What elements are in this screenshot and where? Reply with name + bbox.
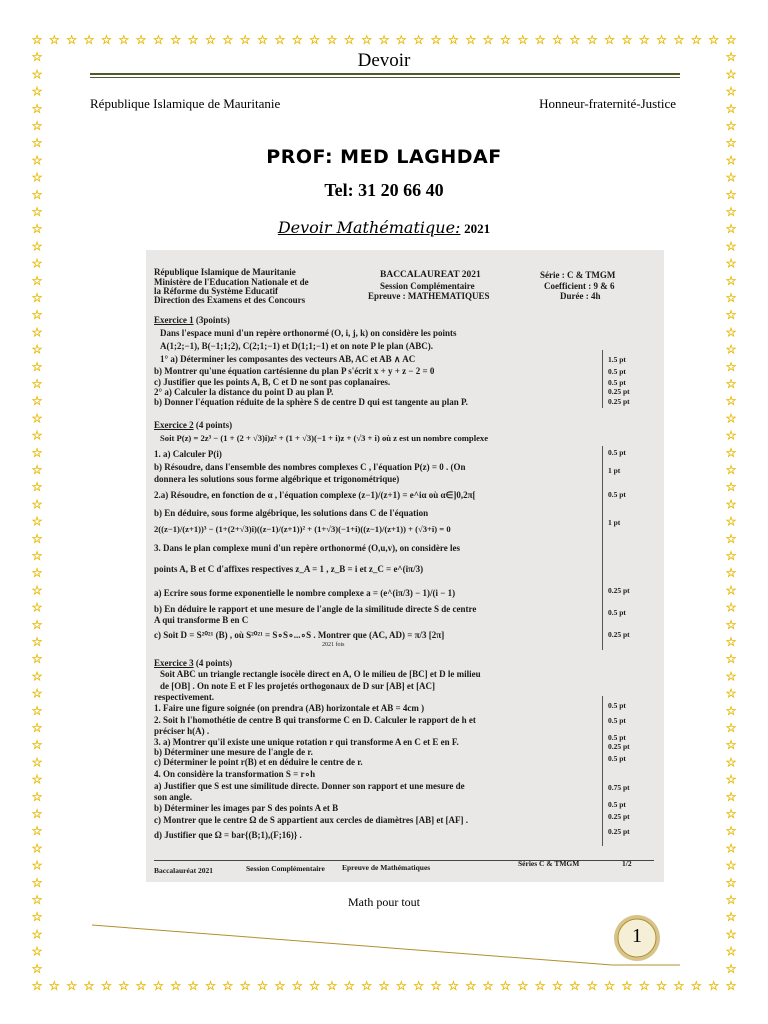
border-star-icon: ★ xyxy=(361,33,372,47)
scan-exam-name: BACCALAUREAT 2021 xyxy=(380,270,481,280)
border-star-icon: ★ xyxy=(726,652,736,666)
point-value: 0.25 pt xyxy=(608,397,630,406)
border-star-icon: ★ xyxy=(726,583,736,597)
border-star-icon: ★ xyxy=(726,257,736,271)
border-star-icon: ★ xyxy=(32,704,42,718)
border-star-icon: ★ xyxy=(327,33,337,47)
border-star-icon: ★ xyxy=(726,33,736,47)
subject-title: Devoir Mathématique: xyxy=(277,218,461,237)
border-star-icon: ★ xyxy=(726,532,736,546)
point-value: 0.5 pt xyxy=(608,378,626,387)
border-star-icon: ★ xyxy=(32,910,42,924)
border-star-icon: ★ xyxy=(32,687,42,701)
border-star-icon: ★ xyxy=(32,652,42,666)
border-star-icon: ★ xyxy=(674,33,684,47)
ex3-line: b) Déterminer une mesure de l'angle de r. xyxy=(154,747,313,757)
border-star-icon: ★ xyxy=(32,222,42,236)
border-star-icon: ★ xyxy=(726,927,736,941)
border-star-icon: ★ xyxy=(32,50,42,64)
border-star-icon: ★ xyxy=(309,979,320,993)
border-star-icon: ★ xyxy=(32,618,42,632)
ex3-line: son angle. xyxy=(154,792,193,802)
border-star-icon: ★ xyxy=(292,33,303,47)
border-star-icon: ★ xyxy=(32,962,42,976)
border-star-icon: ★ xyxy=(656,979,667,993)
border-star-icon: ★ xyxy=(118,979,129,993)
ex2-line: donnera les solutions sous forme algébrique et trigonométrique) xyxy=(154,474,400,484)
ex1-line: b) Montrer qu'une équation cartésienne du plan P s'écrit x + y + z − 2 = 0 xyxy=(154,366,435,376)
subject-year: 2021 xyxy=(464,221,491,236)
border-star-icon: ★ xyxy=(344,33,355,47)
border-star-icon: ★ xyxy=(726,979,736,993)
point-value: 0.5 pt xyxy=(608,367,626,376)
border-star-icon: ★ xyxy=(726,239,736,253)
ex3-title: Exercice 3 xyxy=(154,658,194,668)
border-star-icon: ★ xyxy=(535,33,546,47)
ex1-line: b) Donner l'équation réduite de la sphère S de centre D qui est tangente au plan P. xyxy=(154,397,468,407)
border-star-icon: ★ xyxy=(32,773,42,787)
border-star-icon: ★ xyxy=(32,205,42,219)
border-star-icon: ★ xyxy=(32,411,42,425)
point-value: 0.5 pt xyxy=(608,701,626,710)
scan-footer-series: Séries C & TMGM xyxy=(518,859,580,868)
point-value: 1.5 pt xyxy=(608,355,626,364)
border-star-icon: ★ xyxy=(448,33,459,47)
margin-rule xyxy=(602,446,603,650)
border-star-icon: ★ xyxy=(32,979,42,993)
border-star-icon: ★ xyxy=(726,411,736,425)
border-star-icon: ★ xyxy=(136,979,147,993)
border-star-icon: ★ xyxy=(32,721,42,735)
border-star-icon: ★ xyxy=(136,33,147,47)
ex3-line: 1. Faire une figure soignée (on prendra (AB) horizontale et AB = 4cm ) xyxy=(154,703,425,713)
border-star-icon: ★ xyxy=(726,67,736,81)
ex2-line: c) Soit D = S²⁰²¹ (B) , où S²⁰²¹ = S∘S∘...∘S . Montrer que (AC, AD) = π/3 [2π] xyxy=(154,630,445,640)
border-star-icon: ★ xyxy=(431,979,441,993)
border-star-icon: ★ xyxy=(726,325,736,339)
border-star-icon: ★ xyxy=(726,429,736,443)
border-star-icon: ★ xyxy=(32,136,42,150)
border-star-icon: ★ xyxy=(726,308,736,322)
border-star-icon: ★ xyxy=(726,274,736,288)
border-star-icon: ★ xyxy=(292,979,303,993)
border-star-icon: ★ xyxy=(32,738,42,752)
ex2-line: 1. a) Calculer P(i) xyxy=(154,449,222,459)
ex1-line: Dans l'espace muni d'un repère orthonormé (O, i, j, k) on considère les points xyxy=(160,328,457,338)
border-star-icon: ★ xyxy=(517,979,528,993)
border-star-icon: ★ xyxy=(32,85,42,99)
ex3-line: Soit ABC un triangle rectangle isocèle direct en A, O le milieu de [BC] et D le milieu xyxy=(160,669,481,679)
ex1-heading xyxy=(154,315,230,325)
border-star-icon: ★ xyxy=(726,669,736,683)
ex3-line: respectivement. xyxy=(154,692,215,702)
border-star-icon: ★ xyxy=(101,33,112,47)
scan-coefficient: Coefficient : 9 & 6 xyxy=(544,281,615,291)
border-star-icon: ★ xyxy=(500,979,511,993)
border-star-icon: ★ xyxy=(240,979,251,993)
border-star-icon: ★ xyxy=(309,33,320,47)
border-star-icon: ★ xyxy=(726,945,736,959)
border-star-icon: ★ xyxy=(621,979,632,993)
border-star-icon: ★ xyxy=(726,394,736,408)
ex2-heading xyxy=(154,420,232,430)
border-star-icon: ★ xyxy=(32,945,42,959)
border-star-icon: ★ xyxy=(726,463,736,477)
scanned-exam-sheet xyxy=(146,250,664,882)
ex3-line: 2. Soit h l'homothétie de centre B qui transforme C en D. Calculer le rapport de h et xyxy=(154,715,476,725)
scan-footer-exam: Baccalauréat 2021 xyxy=(154,866,213,875)
border-star-icon: ★ xyxy=(726,515,736,529)
border-star-icon: ★ xyxy=(32,497,42,511)
border-star-icon: ★ xyxy=(32,325,42,339)
ex3-line: préciser h(A) . xyxy=(154,726,210,736)
ex3-line: c) Montrer que le centre Ω de S appartient aux cercles de diamètres [AB] et [AF] . xyxy=(154,815,469,825)
border-star-icon: ★ xyxy=(32,429,42,443)
footer-slant-line xyxy=(92,925,612,965)
teacher-name: PROF: MED LAGHDAF xyxy=(266,146,502,168)
border-star-icon: ★ xyxy=(726,119,736,133)
ex2-line: b) En déduire, sous forme algébrique, les solutions dans C de l'équation xyxy=(154,508,429,518)
ex2-line: 3. Dans le plan complexe muni d'un repère orthonormé (O,u,v), on considère les xyxy=(154,543,460,553)
border-star-icon: ★ xyxy=(153,33,164,47)
scan-duration: Durée : 4h xyxy=(560,291,601,301)
border-star-icon: ★ xyxy=(32,360,42,374)
ex3-line: d) Justifier que Ω = bar{(B;1),(F;16)} . xyxy=(154,830,302,840)
border-star-icon: ★ xyxy=(726,704,736,718)
border-star-icon: ★ xyxy=(535,979,546,993)
point-value: 0.25 pt xyxy=(608,742,630,751)
scan-exam-session: Session Complémentaire xyxy=(380,281,475,291)
scan-institution-2: Ministère de l'Education Nationale et de xyxy=(154,277,309,287)
border-star-icon: ★ xyxy=(726,859,736,873)
ex2-line: Soit P(z) = 2z³ − (1 + (2 + √3)i)z² + (1 + √3)(−1 + i)z + (√3 + i) où z est un nombre complexe xyxy=(160,433,489,443)
border-star-icon: ★ xyxy=(32,755,42,769)
point-value: 0.5 pt xyxy=(608,733,626,742)
border-star-icon: ★ xyxy=(49,33,60,47)
border-star-icon: ★ xyxy=(257,33,268,47)
border-star-icon: ★ xyxy=(726,790,736,804)
border-star-icon: ★ xyxy=(327,979,337,993)
border-star-icon: ★ xyxy=(118,33,129,47)
scan-footer-session: Session Complémentaire xyxy=(246,864,325,873)
border-star-icon: ★ xyxy=(726,291,736,305)
ex3-line: b) Déterminer les images par S des points A et B xyxy=(154,803,339,813)
border-star-icon: ★ xyxy=(726,601,736,615)
border-star-icon: ★ xyxy=(32,33,42,47)
scan-serie: Série : C & TMGM xyxy=(540,270,616,280)
border-star-icon: ★ xyxy=(569,979,580,993)
border-star-icon: ★ xyxy=(84,33,94,47)
point-value: 1 pt xyxy=(608,518,621,527)
ex2-line: b) Résoudre, dans l'ensemble des nombres complexes C , l'équation P(z) = 0 . (On xyxy=(154,462,466,472)
border-star-icon: ★ xyxy=(32,790,42,804)
border-star-icon: ★ xyxy=(691,33,702,47)
ex1-title: Exercice 1 xyxy=(154,315,194,325)
border-star-icon: ★ xyxy=(32,807,42,821)
border-star-icon: ★ xyxy=(465,979,476,993)
border-star-icon: ★ xyxy=(257,979,268,993)
border-star-icon: ★ xyxy=(222,979,233,993)
border-star-icon: ★ xyxy=(726,136,736,150)
border-star-icon: ★ xyxy=(32,841,42,855)
border-star-icon: ★ xyxy=(32,824,42,838)
border-star-icon: ★ xyxy=(32,239,42,253)
border-star-icon: ★ xyxy=(66,33,77,47)
point-value: 0.25 pt xyxy=(608,387,630,396)
ex2-line: b) En déduire le rapport et une mesure de l'angle de la similitude directe S de centre xyxy=(154,604,477,614)
ex2-line: a) Ecrire sous forme exponentielle le nombre complexe a = (e^(iπ/3) − 1)/(i − 1) xyxy=(154,588,456,598)
border-star-icon: ★ xyxy=(726,171,736,185)
border-star-icon: ★ xyxy=(274,979,285,993)
border-star-icon: ★ xyxy=(32,876,42,890)
border-star-icon: ★ xyxy=(274,33,285,47)
border-star-icon: ★ xyxy=(431,33,441,47)
border-star-icon: ★ xyxy=(604,33,615,47)
border-star-icon: ★ xyxy=(32,343,42,357)
border-star-icon: ★ xyxy=(726,497,736,511)
ex2-line: points A, B et C d'affixes respectives z_A = 1 , z_B = i et z_C = e^(iπ/3) xyxy=(154,564,424,574)
border-star-icon: ★ xyxy=(101,979,112,993)
border-star-icon: ★ xyxy=(379,979,389,993)
border-star-icon: ★ xyxy=(32,463,42,477)
border-star-icon: ★ xyxy=(726,721,736,735)
scan-footer-subject: Epreuve de Mathématiques xyxy=(342,863,431,872)
border-star-icon: ★ xyxy=(726,377,736,391)
border-star-icon: ★ xyxy=(188,979,199,993)
point-value: 0.5 pt xyxy=(608,448,626,457)
border-star-icon: ★ xyxy=(240,33,251,47)
border-star-icon: ★ xyxy=(205,33,216,47)
point-value: 0.25 pt xyxy=(608,630,630,639)
border-star-icon: ★ xyxy=(32,257,42,271)
scan-exam-subject: Epreuve : MATHEMATIQUES xyxy=(368,291,490,301)
border-star-icon: ★ xyxy=(483,33,494,47)
border-star-icon: ★ xyxy=(32,291,42,305)
border-star-icon: ★ xyxy=(587,979,598,993)
border-star-icon: ★ xyxy=(726,687,736,701)
border-star-icon: ★ xyxy=(32,532,42,546)
border-star-icon: ★ xyxy=(726,480,736,494)
border-star-icon: ★ xyxy=(726,962,736,976)
ex1-line: 2° a) Calculer la distance du point D au plan P. xyxy=(154,387,334,397)
border-star-icon: ★ xyxy=(32,171,42,185)
border-star-icon: ★ xyxy=(32,394,42,408)
point-value: 1 pt xyxy=(608,466,621,475)
border-star-icon: ★ xyxy=(465,33,476,47)
point-value: 0.5 pt xyxy=(608,716,626,725)
border-star-icon: ★ xyxy=(726,566,736,580)
header-motto: Honneur-fraternité-Justice xyxy=(539,96,676,111)
border-star-icon: ★ xyxy=(483,979,494,993)
border-star-icon: ★ xyxy=(49,979,60,993)
border-star-icon: ★ xyxy=(726,807,736,821)
ex3-line: 3. a) Montrer qu'il existe une unique rotation r qui transforme A en C et E en F. xyxy=(154,737,459,747)
border-star-icon: ★ xyxy=(32,377,42,391)
border-star-icon: ★ xyxy=(674,979,684,993)
ex1-line: A(1;2;−1), B(−1;1;2), C(2;1;−1) et D(1;1;−1) et on note P le plan (ABC). xyxy=(160,341,433,351)
border-star-icon: ★ xyxy=(726,222,736,236)
point-value: 0.5 pt xyxy=(608,800,626,809)
border-star-icon: ★ xyxy=(188,33,199,47)
border-star-icon: ★ xyxy=(726,50,736,64)
border-star-icon: ★ xyxy=(552,33,563,47)
border-star-icon: ★ xyxy=(32,859,42,873)
ex2-line: 2((z−1)/(z+1))³ − (1+(2+√3)i)((z−1)/(z+1))² + (1+√3)(−1+i)((z−1)/(z+1)) + (√3+i) = 0 xyxy=(154,524,451,534)
border-star-icon: ★ xyxy=(726,635,736,649)
ex2-line: A qui transforme B en C xyxy=(154,615,249,625)
border-star-icon: ★ xyxy=(170,33,181,47)
border-star-icon: ★ xyxy=(639,33,650,47)
border-star-icon: ★ xyxy=(32,669,42,683)
border-star-icon: ★ xyxy=(726,205,736,219)
margin-rule xyxy=(602,350,603,408)
border-star-icon: ★ xyxy=(32,188,42,202)
point-value: 0.25 pt xyxy=(608,827,630,836)
border-star-icon: ★ xyxy=(32,153,42,167)
ex2-composition-note: 2021 fois xyxy=(322,642,345,648)
border-star-icon: ★ xyxy=(726,893,736,907)
scan-institution-1: République Islamique de Mauritanie xyxy=(154,267,296,277)
ex2-title: Exercice 2 xyxy=(154,420,194,430)
border-star-icon: ★ xyxy=(726,738,736,752)
document-title: Devoir xyxy=(357,50,411,71)
scan-footer-page: 1/2 xyxy=(622,859,632,868)
border-star-icon: ★ xyxy=(726,360,736,374)
border-star-icon: ★ xyxy=(621,33,632,47)
border-star-icon: ★ xyxy=(32,635,42,649)
border-star-icon: ★ xyxy=(413,33,424,47)
border-star-icon: ★ xyxy=(379,33,389,47)
border-star-icon: ★ xyxy=(32,549,42,563)
border-star-icon: ★ xyxy=(222,33,233,47)
border-star-icon: ★ xyxy=(413,979,424,993)
border-star-icon: ★ xyxy=(32,67,42,81)
border-star-icon: ★ xyxy=(726,153,736,167)
ex2-line: 2.a) Résoudre, en fonction de α , l'équation complexe (z−1)/(z+1) = e^iα où α∈]0,2π[ xyxy=(154,490,476,500)
border-star-icon: ★ xyxy=(153,979,164,993)
border-star-icon: ★ xyxy=(32,446,42,460)
border-star-icon: ★ xyxy=(708,33,719,47)
point-value: 0.75 pt xyxy=(608,783,630,792)
border-star-icon: ★ xyxy=(726,876,736,890)
footer-caption: Math pour tout xyxy=(348,895,420,909)
border-star-icon: ★ xyxy=(32,308,42,322)
border-star-icon: ★ xyxy=(604,979,615,993)
border-star-icon: ★ xyxy=(66,979,77,993)
border-star-icon: ★ xyxy=(32,927,42,941)
point-value: 0.5 pt xyxy=(608,608,626,617)
border-star-icon: ★ xyxy=(32,480,42,494)
ex1-points: (3points) xyxy=(195,315,230,325)
border-star-icon: ★ xyxy=(396,979,407,993)
border-star-icon: ★ xyxy=(726,773,736,787)
border-star-icon: ★ xyxy=(726,618,736,632)
scan-institution-4: Direction des Examens et des Concours xyxy=(154,295,306,305)
border-star-icon: ★ xyxy=(517,33,528,47)
border-star-icon: ★ xyxy=(726,85,736,99)
border-star-icon: ★ xyxy=(32,601,42,615)
point-value: 0.5 pt xyxy=(608,754,626,763)
border-star-icon: ★ xyxy=(84,979,94,993)
teacher-phone: Tel: 31 20 66 40 xyxy=(324,180,444,200)
border-star-icon: ★ xyxy=(639,979,650,993)
border-star-icon: ★ xyxy=(726,188,736,202)
border-star-icon: ★ xyxy=(361,979,372,993)
point-value: 0.5 pt xyxy=(608,490,626,499)
border-star-icon: ★ xyxy=(32,119,42,133)
border-star-icon: ★ xyxy=(170,979,181,993)
border-star-icon: ★ xyxy=(32,893,42,907)
ex3-line: a) Justifier que S est une similitude directe. Donner son rapport et une mesure de xyxy=(154,781,465,791)
border-star-icon: ★ xyxy=(500,33,511,47)
border-star-icon: ★ xyxy=(726,755,736,769)
border-star-icon: ★ xyxy=(726,343,736,357)
border-star-icon: ★ xyxy=(32,583,42,597)
title-divider xyxy=(90,73,680,78)
point-value: 0.25 pt xyxy=(608,812,630,821)
ex3-line: c) Déterminer le point r(B) et en déduire le centre de r. xyxy=(154,757,363,767)
margin-rule xyxy=(602,696,603,846)
ex1-line: 1° a) Déterminer les composantes des vecteurs AB, AC et AB ∧ AC xyxy=(160,354,416,364)
border-star-icon: ★ xyxy=(708,979,719,993)
border-star-icon: ★ xyxy=(691,979,702,993)
ex2-points: (4 points) xyxy=(195,420,233,430)
ex3-line: 4. On considère la transformation S = r∘h xyxy=(154,769,316,779)
border-star-icon: ★ xyxy=(32,274,42,288)
border-star-icon: ★ xyxy=(32,102,42,116)
border-star-icon: ★ xyxy=(569,33,580,47)
border-star-icon: ★ xyxy=(726,446,736,460)
point-value: 0.25 pt xyxy=(608,586,630,595)
border-star-icon: ★ xyxy=(448,979,459,993)
border-star-icon: ★ xyxy=(726,910,736,924)
ex3-points: (4 points) xyxy=(195,658,233,668)
border-star-icon: ★ xyxy=(32,566,42,580)
border-star-icon: ★ xyxy=(396,33,407,47)
border-star-icon: ★ xyxy=(205,979,216,993)
scan-institution-3: la Réforme du Système Educatif xyxy=(154,286,278,296)
subject-line xyxy=(0,218,768,238)
border-star-icon: ★ xyxy=(656,33,667,47)
ex3-heading xyxy=(154,658,232,668)
header-country: République Islamique de Mauritanie xyxy=(90,96,281,111)
ex3-line: de [OB] . On note E et F les projetés orthogonaux de D sur [AB] et [AC] xyxy=(160,681,436,691)
border-star-icon: ★ xyxy=(726,549,736,563)
border-star-icon: ★ xyxy=(552,979,563,993)
border-star-icon: ★ xyxy=(726,102,736,116)
border-star-icon: ★ xyxy=(587,33,598,47)
ex1-line: c) Justifier que les points A, B, C et D ne sont pas coplanaires. xyxy=(154,377,391,387)
page-number: 1 xyxy=(632,925,642,947)
border-star-icon: ★ xyxy=(726,824,736,838)
border-star-icon: ★ xyxy=(32,515,42,529)
border-star-icon: ★ xyxy=(344,979,355,993)
border-star-icon: ★ xyxy=(726,841,736,855)
